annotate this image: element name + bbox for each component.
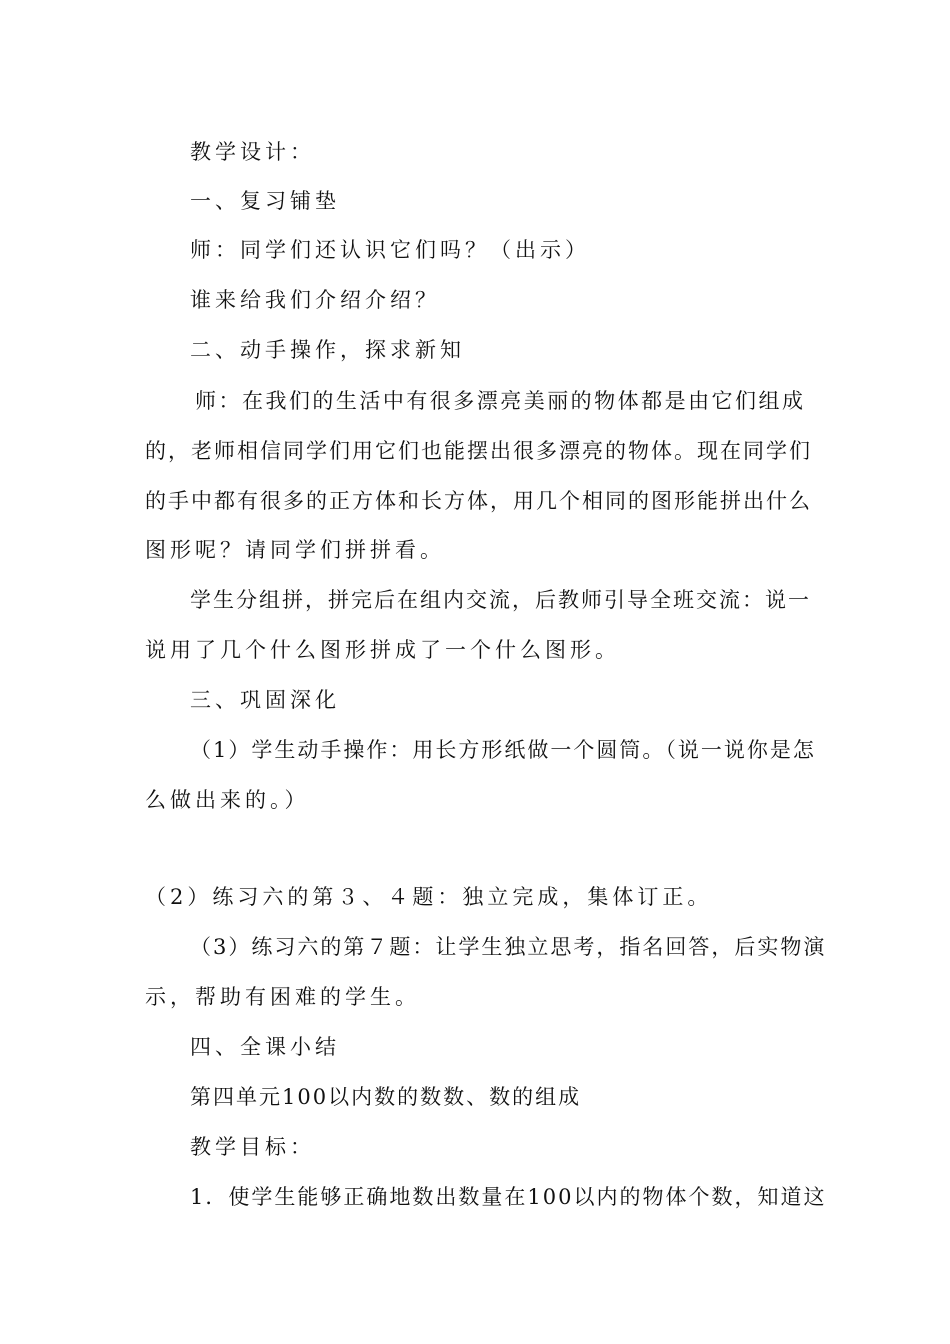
paragraph-line: 么做出来的。） [145, 788, 310, 812]
paragraph-line: 1．使学生能够正确地数出数量在100以内的物体个数，知道这 [190, 1185, 827, 1209]
paragraph-line: 学生分组拼，拼完后在组内交流，后教师引导全班交流：说一 [190, 588, 811, 612]
section-heading-summary: 四、全课小结 [190, 1035, 340, 1059]
section-heading-objectives: 教学目标： [190, 1135, 315, 1159]
section-heading-consolidate: 三、巩固深化 [190, 688, 340, 712]
paragraph-line: 说用了几个什么图形拼成了一个什么图形。 [145, 638, 620, 662]
paragraph-line: 谁来给我们介绍介绍？ [190, 288, 440, 312]
unit-title: 第四单元100以内数的数数、数的组成 [190, 1085, 582, 1109]
paragraph-line: （1）学生动手操作：用长方形纸做一个圆筒。（说一说你是怎 [190, 738, 816, 762]
paragraph-line: 示，帮助有困难的学生。 [145, 985, 420, 1009]
paragraph-line: 的，老师相信同学们用它们也能摆出很多漂亮的物体。现在同学们 [145, 439, 812, 463]
paragraph-line: 师：同学们还认识它们吗？（出示） [190, 238, 590, 262]
section-heading-review: 一、复习铺垫 [190, 189, 340, 213]
paragraph-line: （2）练习六的第３、４题：独立完成，集体订正。 [145, 885, 713, 909]
section-heading-teaching-design: 教学设计： [190, 140, 315, 164]
paragraph-line: 图形呢？请同学们拼拼看。 [145, 538, 445, 562]
paragraph-line: （3）练习六的第７题：让学生独立思考，指名回答，后实物演 [190, 935, 827, 959]
section-heading-hands-on: 二、动手操作，探求新知 [190, 338, 465, 362]
paragraph-line: 师：在我们的生活中有很多漂亮美丽的物体都是由它们组成 [195, 389, 805, 413]
paragraph-line: 的手中都有很多的正方体和长方体，用几个相同的图形能拼出什么 [145, 489, 812, 513]
